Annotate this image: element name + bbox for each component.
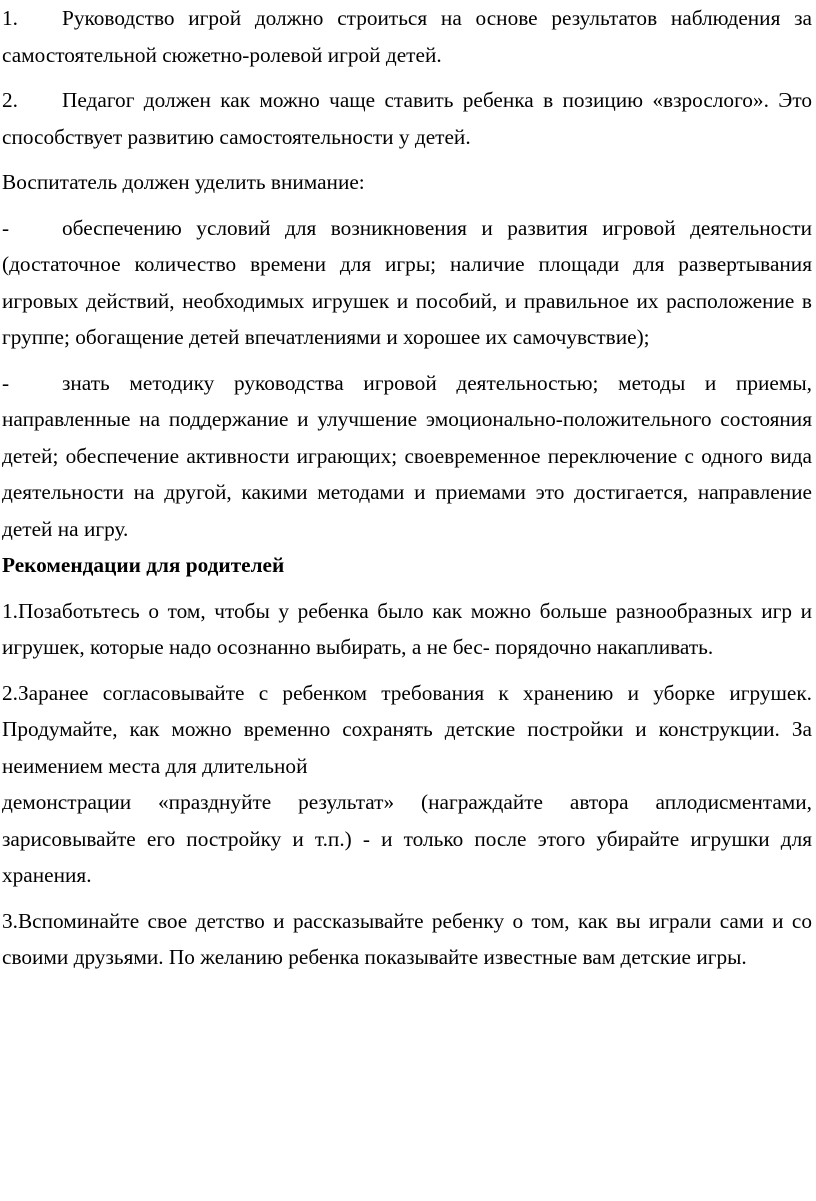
- paragraph-intro: Воспитатель должен уделить внимание:: [2, 170, 365, 194]
- paragraph-dash-1: [2, 210, 812, 356]
- list-marker-1: 1.: [2, 6, 18, 30]
- dash-marker-1: -: [2, 215, 10, 240]
- paragraph-dash-1-text: обеспечению условий для возникновения и развития игровой деятельности (достаточное количество времени для игры; наличие площади для развертывания игровых действий, необходимых игрушек и пособий, и правильное их расположение в группе; обогащение детей впечатлениями и хорошее их самочувствие);: [2, 215, 812, 349]
- list-marker-2: 2.: [2, 88, 18, 112]
- recommendation-2-part-2: демонстрации «празднуйте результат» (награждайте автора аплодисментами, зарисовывайте его постройку и т.п.) - и только после этого убирайте игрушки для хранения.: [2, 790, 812, 887]
- paragraph-dash-2-text: знать методику руководства игровой деятельностью; методы и приемы, направленные на поддержание и улучшение эмоционально-положительного состояния детей; обеспечение активности играющих; своевременное переключение с одного вида деятельности на другой, какими методами и приемами это достигается, направление детей на игру.: [2, 370, 812, 541]
- paragraph-1-text: Руководство игрой должно строиться на основе результатов наблюдения за самостоятельной сюжетно-ролевой игрой детей.: [2, 6, 812, 67]
- paragraph-dash-2: [2, 365, 812, 548]
- recommendation-1: 1.Позаботьтесь о том, чтобы у ребенка было как можно больше разнообразных игр и игрушек, которые надо осознанно выбирать, а не бес- порядочно накапливать.: [2, 598, 812, 659]
- recommendation-3: 3.Вспоминайте свое детство и рассказывайте ребенку о том, как вы играли сами и со своими друзьями. По желанию ребенка показывайте известные вам детские игры.: [2, 908, 812, 969]
- paragraph-2: [2, 82, 812, 155]
- dash-marker-2: -: [2, 370, 10, 395]
- section-heading: Рекомендации для родителей: [2, 553, 285, 577]
- paragraph-1: [2, 0, 812, 73]
- paragraph-2-text: Педагог должен как можно чаще ставить ребенка в позицию «взрослого». Это способствует развитию самостоятельности у детей.: [2, 88, 812, 149]
- document-page: [2, 0, 812, 976]
- recommendation-2-part-1: 2.Заранее согласовывайте с ребенком требования к хранению и уборке игрушек. Продумайте, как можно временно сохранять детские постройки и конструкции. За неимением места для длительной: [2, 680, 812, 778]
